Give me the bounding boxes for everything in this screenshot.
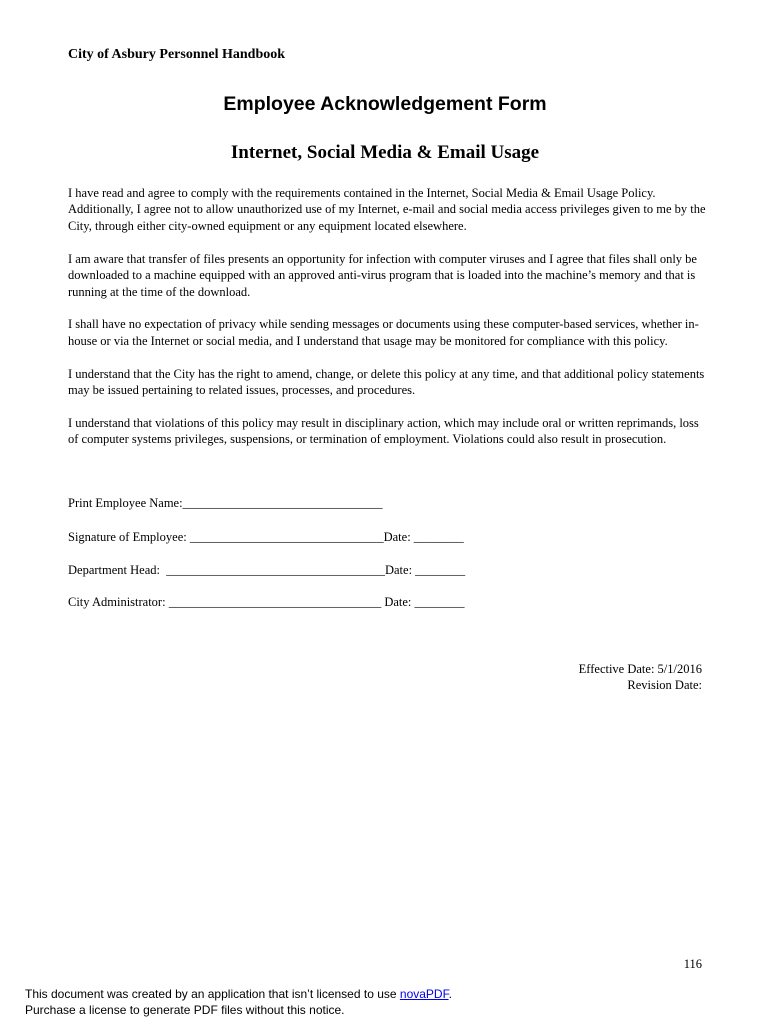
acknowledgement-body: [68, 185, 708, 464]
form-subtitle: Internet, Social Media & Email Usage: [230, 142, 540, 163]
form-title: Employee Acknowledgement Form: [223, 93, 547, 115]
paragraph-policy-changes: I understand that the City has the right to amend, change, or delete this policy at any time, and that additional policy statements may be issued pertaining to related issues, processes, and procedures.: [68, 366, 705, 398]
handbook-header: City of Asbury Personnel Handbook: [68, 47, 286, 62]
department-head-line: Department Head: ___________________________________Date: ________: [68, 563, 466, 577]
effective-date: Effective Date: 5/1/2016: [578, 662, 702, 676]
license-notice: [25, 986, 452, 1018]
city-administrator-line: City Administrator: __________________________________ Date: ________: [68, 595, 465, 609]
print-employee-name-line: Print Employee Name:________________________________: [68, 496, 383, 510]
license-notice-line-2: Purchase a license to generate PDF files without this notice.: [25, 1003, 345, 1017]
paragraph-violations: I understand that violations of this policy may result in disciplinary action, which may include oral or written reprimands, loss of computer systems privileges, suspensions, or termination of employment. Violations could also result in prosecution.: [68, 416, 699, 447]
novapdf-link[interactable]: novaPDF: [399, 987, 449, 1001]
license-notice-prefix: This document was created by an application that isn’t licensed to use: [25, 987, 400, 1001]
page-number: 116: [683, 957, 702, 971]
paragraph-virus-awareness: I am aware that transfer of files presents an opportunity for infection with computer viruses and I agree that files shall only be downloaded to a machine equipped with an approved anti-virus program that is loaded into the machine’s memory and that is running at the time of the download.: [68, 251, 697, 299]
license-notice-suffix: .: [448, 987, 452, 1001]
revision-date: Revision Date:: [627, 678, 702, 692]
paragraph-privacy: I shall have no expectation of privacy while sending messages or documents using these computer-based services, whether in-house or via the Internet or social media, and I understand that usage may be monitored for compliance with this policy.: [68, 317, 699, 348]
license-notice-line-1: [25, 986, 452, 1002]
employee-signature-line: Signature of Employee: _______________________________Date: ________: [68, 530, 464, 544]
effective-dates: [579, 661, 702, 693]
paragraph-policy-agreement: I have read and agree to comply with the requirements contained in the Internet, Social Media & Email Usage Policy. Additionally, I agree not to allow unauthorized use of my Internet, e-mail and social media access privileges given to me by the City, through either city-owned equipment or any equipment located elsewhere.: [68, 186, 706, 233]
